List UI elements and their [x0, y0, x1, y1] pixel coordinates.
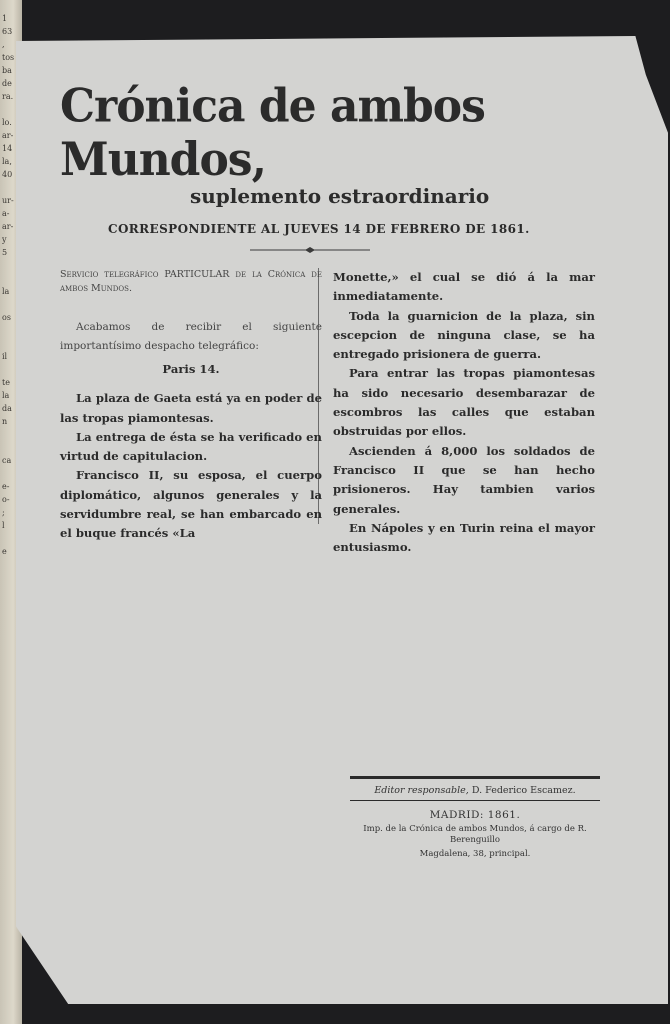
footer-thin-rule: [350, 800, 600, 801]
editor-name: D. Federico Escamez.: [471, 785, 576, 796]
intro-paragraph: Acabamos de recibir el siguiente importantísimo despacho telegráfico:: [60, 321, 322, 352]
left-paragraph: Francisco II, su esposa, el cuerpo diplomático, algunos generales y la servidumbre real, se han embarcado en el buque francés «La: [60, 468, 322, 541]
right-paragraph: Ascienden á 8,000 los soldados de Francisco II que se han hecho prisioneros. Hay tambien varios generales.: [333, 443, 595, 516]
left-paragraph: La plaza de Gaeta está ya en poder de las tropas piamontesas.: [60, 391, 322, 425]
right-paragraph: En Nápoles y en Turin reina el mayor entusiasmo.: [333, 520, 595, 555]
place-year: MADRID: 1861.: [429, 809, 521, 821]
supplement-subtitle: suplemento estraordinario: [190, 184, 490, 208]
date-line: CORRESPONDIENTE AL JUEVES 14 DE FEBRERO DE 1861.: [108, 222, 530, 236]
editor-line: [350, 785, 600, 796]
masthead-title: Crónica de ambos Mundos,: [60, 79, 485, 187]
right-paragraph: Toda la guarnicion de la plaza, sin escepcion de ninguna clase, se ha entregado prisionera de guerra.: [333, 308, 595, 362]
footer-block: [350, 776, 600, 860]
right-paragraph: Para entrar las tropas piamontesas ha sido necesario desembarazar de escombros las calles que estaban obstruidas por ellos.: [333, 366, 595, 439]
edge-text-fragments: 1 63 , tos ba de ra. lo. ar- 14 la, 40 ur- a- ar- y 5 la os il te la da n ca e- o- ; l e: [2, 14, 15, 556]
footer-thick-rule: [350, 776, 600, 779]
ornament-rule: [250, 246, 370, 254]
right-paragraph: Monette,» el cual se dió á la mar inmediatamente.: [333, 270, 595, 304]
imprint-address: Magdalena, 38, principal.: [419, 849, 531, 859]
dateline-paris: Paris 14.: [162, 362, 220, 376]
editor-label: Editor responsable,: [374, 785, 469, 796]
right-column: [333, 268, 595, 557]
left-paragraph: La entrega de ésta se ha verificado en virtud de capitulacion.: [60, 429, 322, 464]
service-line: Servicio telegráfico PARTICULAR de la Crónica de ambos Mundos.: [60, 269, 322, 294]
left-column: [60, 268, 322, 544]
imprint-line: Imp. de la Crónica de ambos Mundos, á cargo de R. Berenguillo: [363, 824, 587, 845]
